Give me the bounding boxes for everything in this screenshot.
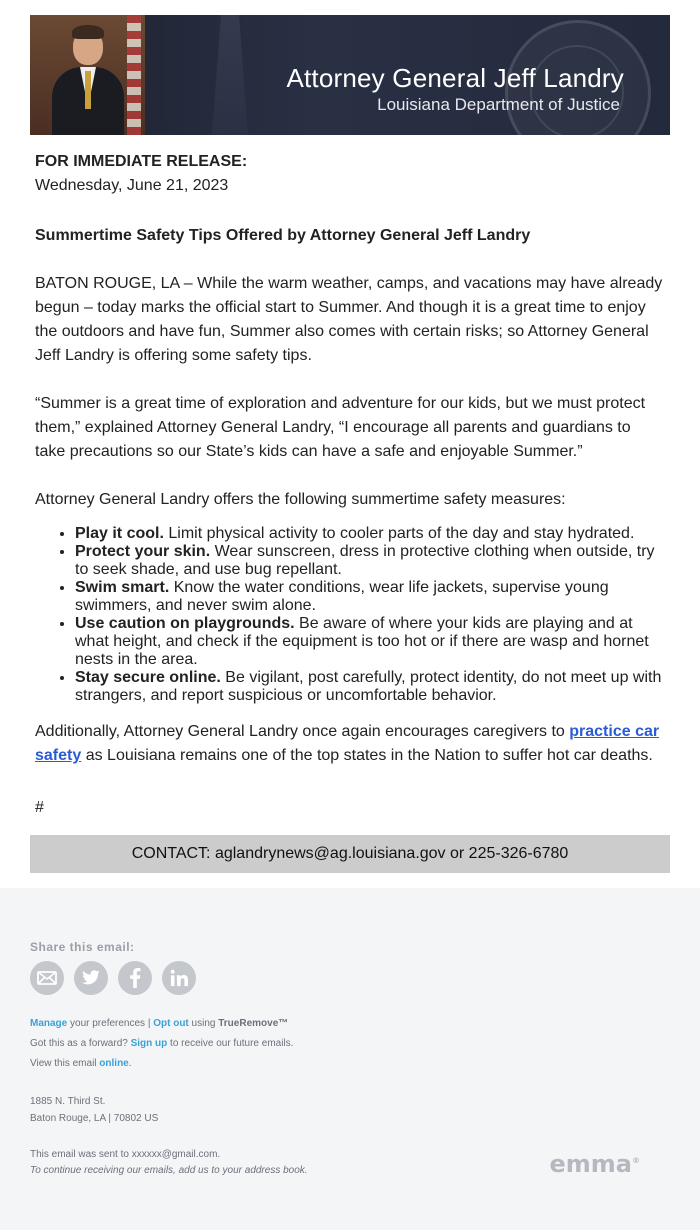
- attorney-general-portrait: [30, 15, 145, 135]
- address-book-note: To continue receiving our emails, add us to your address book.: [30, 1165, 308, 1176]
- share-label: Share this email:: [30, 940, 135, 954]
- measures-intro: Attorney General Landry offers the following summertime safety measures:: [35, 491, 566, 508]
- list-item: [75, 579, 665, 615]
- contact-bar: CONTACT: aglandrynews@ag.louisiana.gov or 225-326-6780: [30, 835, 670, 873]
- email-footer: [0, 888, 700, 1230]
- view-online-line: View this email online.: [30, 1058, 132, 1069]
- opt-out-link[interactable]: Opt out: [153, 1018, 189, 1029]
- measure-title: Play it cool.: [75, 525, 164, 542]
- measure-title: Stay secure online.: [75, 669, 221, 686]
- linkedin-icon[interactable]: [162, 961, 196, 995]
- flag-graphic: [127, 15, 141, 135]
- email-icon[interactable]: [30, 961, 64, 995]
- measure-title: Swim smart.: [75, 579, 170, 596]
- measure-text: Know the water conditions, wear life jackets, supervise young swimmers, and never swim alone.: [75, 579, 609, 614]
- address-street: 1885 N. Third St.: [30, 1096, 106, 1107]
- list-item: [75, 543, 665, 579]
- manage-link[interactable]: Manage: [30, 1018, 68, 1029]
- sent-to-line: This email was sent to xxxxxx@gmail.com.: [30, 1149, 221, 1160]
- paragraph-quote: “Summer is a great time of exploration and adventure for our kids, but we must protect them,” explained Attorney General Landry, “I encourage all parents and guardians to take precautions so our State’s kids can have a safe and enjoyable Summer.”: [35, 395, 646, 460]
- list-item: [75, 525, 665, 543]
- release-headline: Summertime Safety Tips Offered by Attorney General Jeff Landry: [35, 227, 531, 244]
- twitter-icon[interactable]: [74, 961, 108, 995]
- measure-text: Limit physical activity to cooler parts of the day and stay hydrated.: [168, 525, 635, 542]
- forward-line: Got this as a forward? Sign up to receive our future emails.: [30, 1038, 294, 1049]
- measure-text: Be vigilant, post carefully, protect identity, do not meet up with strangers, and report suspicious or uncomfortable behavior.: [75, 669, 662, 704]
- release-label: FOR IMMEDIATE RELEASE:: [35, 153, 248, 170]
- facebook-icon[interactable]: [118, 961, 152, 995]
- capitol-tower-graphic: [200, 15, 260, 135]
- sign-up-link[interactable]: Sign up: [130, 1038, 168, 1049]
- measure-title: Use caution on playgrounds.: [75, 615, 295, 632]
- view-online-link[interactable]: online: [99, 1058, 129, 1069]
- preferences-line: Manage your preferences | Opt out using TrueRemove™: [30, 1018, 289, 1029]
- paragraph-intro: BATON ROUGE, LA – While the warm weather, camps, and vacations may have already begun – today marks the official start to Summer. And though it is a great time to enjoy the outdoors and have fun, Summer also comes with certain risks; so Attorney General Jeff Landry is offering some safety tips.: [35, 275, 663, 364]
- measure-title: Protect your skin.: [75, 543, 211, 560]
- press-release: [35, 150, 665, 820]
- release-date: Wednesday, June 21, 2023: [35, 177, 229, 194]
- paragraph-car-safety: Additionally, Attorney General Landry once again encourages caregivers to practice car safety as Louisiana remains one of the top states in the Nation to suffer hot car deaths.: [35, 723, 660, 764]
- end-mark: #: [35, 799, 44, 816]
- banner-title: Attorney General Jeff Landry: [286, 63, 624, 93]
- safety-measures-list: [35, 525, 665, 705]
- address-city: Baton Rouge, LA | 70802 US: [30, 1113, 159, 1124]
- practice-car-safety-link[interactable]: practice car safety: [35, 723, 660, 764]
- list-item: [75, 669, 665, 705]
- measure-text: Be aware of where your kids are playing and at what height, and check if the equipment is too hot or if there are wasp and hornet nests in the area.: [75, 615, 649, 668]
- header-banner: [30, 15, 670, 135]
- list-item: [75, 615, 665, 669]
- emma-logo[interactable]: emma®: [549, 1150, 640, 1178]
- measure-text: Wear sunscreen, dress in protective clothing when outside, try to seek shade, and use bug repellant.: [75, 543, 655, 578]
- banner-subtitle: Louisiana Department of Justice: [377, 95, 620, 114]
